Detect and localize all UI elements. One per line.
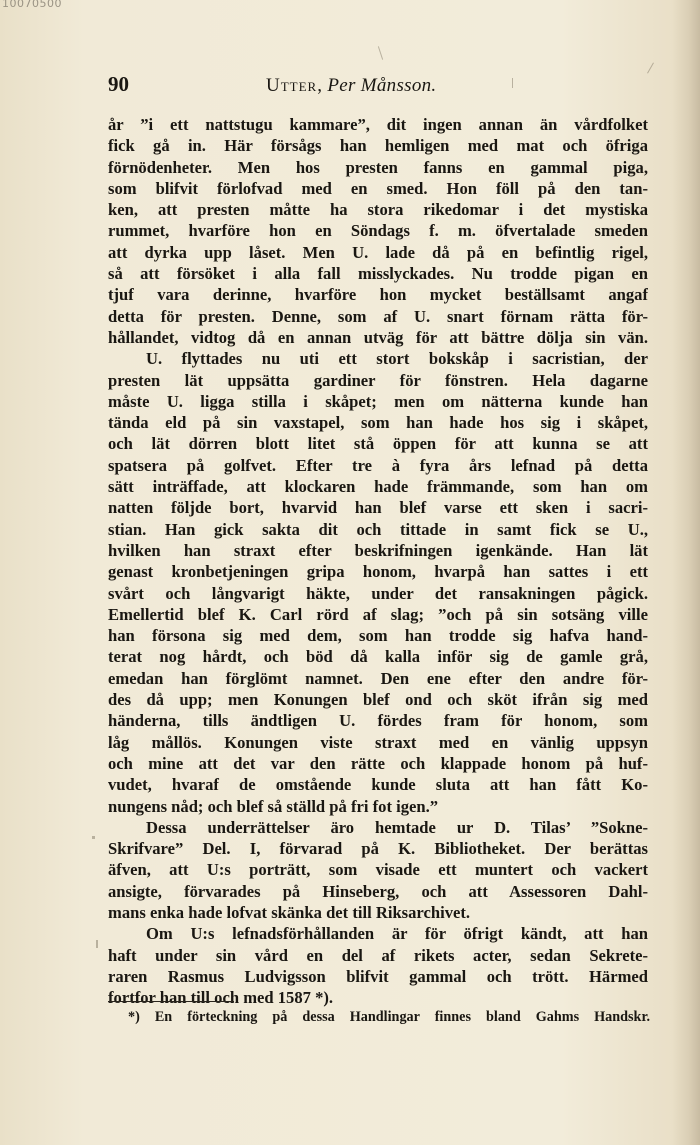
text-line: des då upp; men Konungen blef ond och sköt ifrån sig med <box>108 690 648 710</box>
text-line: låg mållös. Konungen viste straxt med en vänlig uppsyn <box>108 732 648 752</box>
page-edge-shadow <box>672 0 700 1145</box>
text-line: rummet, hvarföre hon en Söndags f. m. öfvertalade smeden <box>108 221 648 241</box>
text-line: svårt och långvarigt häkte, under det ransakningen pågick. <box>108 583 648 603</box>
text-line: spatsera på golfvet. Efter tre à fyra års lefnad på detta <box>108 455 648 475</box>
text-line: att dyrka upp låset. Men U. lade då på en befintlig rigel, <box>108 242 648 262</box>
text-line: så att försöket i alla fall misslyckades. Nu trodde pigan en <box>108 264 648 284</box>
text-line: och mine att det var den rätte och klappade honom på huf- <box>108 753 648 773</box>
running-title: Utter, Per Månsson. <box>266 75 437 96</box>
body-text <box>108 114 648 1008</box>
running-head <box>108 72 648 102</box>
author-given-name: Per Månsson. <box>327 75 437 96</box>
paper-speck <box>512 78 513 88</box>
text-line: detta för presten. Denne, som af U. snart förnam rätta för- <box>108 306 648 326</box>
text-line: Emellertid blef K. Carl rörd af slag; ”och på sin sotsäng ville <box>108 604 648 624</box>
text-line: natten följde bort, hvarvid han blef varse ett sken i sacri- <box>108 498 648 518</box>
text-line: hållandet, vidtog då en annan utväg för att bättre dölja sin vän. <box>108 327 648 347</box>
text-line: äfven, att U:s porträtt, som visade ett muntert och vackert <box>108 860 648 880</box>
text-line: nungens nåd; och blef så ställd på fri fot igen.” <box>108 796 439 816</box>
footnote: *) En förteckning på dessa Handlingar finnes bland Gahms Handskr. <box>128 1009 650 1025</box>
text-line: emedan han förglömt namnet. Den ene efter den andre för- <box>108 668 648 688</box>
text-line: måste U. ligga stilla i skåpet; men om nätterna kunde han <box>108 391 648 411</box>
text-line: han försona sig med dem, som han trodde sig hafva hand- <box>108 626 648 646</box>
paper-speck <box>96 940 98 948</box>
text-line: haft under sin vård en del af rikets acter, sedan Sekrete- <box>108 945 648 965</box>
text-line: Om U:s lefnadsförhållanden är för öfrigt kändt, att han <box>146 924 648 944</box>
text-line: Dessa underrättelser äro hemtade ur D. Tilas’ ”Sokne- <box>146 817 648 837</box>
text-line: ken, att presten måtte ha stora rikedomar i det mystiska <box>108 200 648 220</box>
text-line: sätt inträffade, att klockaren hade främmande, som han om <box>108 477 648 497</box>
text-line: U. flyttades nu uti ett stort bokskåp i sacristian, der <box>146 349 648 369</box>
paper-speck <box>647 63 654 74</box>
text-line: genast kronbetjeningen gripa honom, hvarpå han sattes i ett <box>108 562 648 582</box>
text-line: terat nog hårdt, och böd då kalla inför sig de gamle grå, <box>108 647 648 667</box>
page-number: 90 <box>108 72 129 96</box>
paper-speck <box>92 836 95 839</box>
text-line: stian. Han gick sakta dit och tittade in samt fick se U., <box>108 519 648 539</box>
text-line: tända eld på sin vaxstapel, som han hade hos sig i skåpet, <box>108 413 648 433</box>
footnote-rule <box>108 1001 234 1002</box>
text-line: mans enka hade lofvat skänka det till Riksarchivet. <box>108 902 471 922</box>
text-line: Skrifvare” Del. I, förvarad på K. Bibliotheket. Der berättas <box>108 839 648 859</box>
text-line: tjuf vara derinne, hvarföre hon mycket beställsamt angaf <box>108 285 648 305</box>
text-line: fick gå in. Här försågs han hemligen med mat och öfriga <box>108 136 648 156</box>
text-line: ansigte, förvarades på Hinseberg, och att Assessoren Dahl- <box>108 881 648 901</box>
catalog-stamp: 10070500 <box>2 0 62 10</box>
text-line: och lät dörren blott litet stå öppen för att kunna se att <box>108 434 648 454</box>
text-line: år ”i ett nattstugu kammare”, dit ingen annan än vårdfolket <box>108 115 648 134</box>
author-surname: Utter <box>266 75 318 96</box>
text-line: presten lät uppsätta gardiner för fönstren. Hela dagarne <box>108 370 648 390</box>
text-line: fortfor han till och med 1587 *). <box>108 988 334 1008</box>
text-line: hvilken han straxt efter beskrifningen igenkände. Han lät <box>108 540 648 560</box>
text-line: händerna, tills ändtligen U. fördes fram för honom, som <box>108 711 648 731</box>
text-line: förnödenheter. Men hos presten fanns en gammal piga, <box>108 157 648 177</box>
text-line: raren Rasmus Ludvigsson blifvit gammal och trött. Härmed <box>108 966 648 986</box>
paper-speck <box>378 46 383 60</box>
text-line: som blifvit förlofvad med en smed. Hon föll på den tan- <box>108 178 648 198</box>
text-line: vudet, hvaraf de omstående kunde sluta att han fått Ko- <box>108 775 648 795</box>
